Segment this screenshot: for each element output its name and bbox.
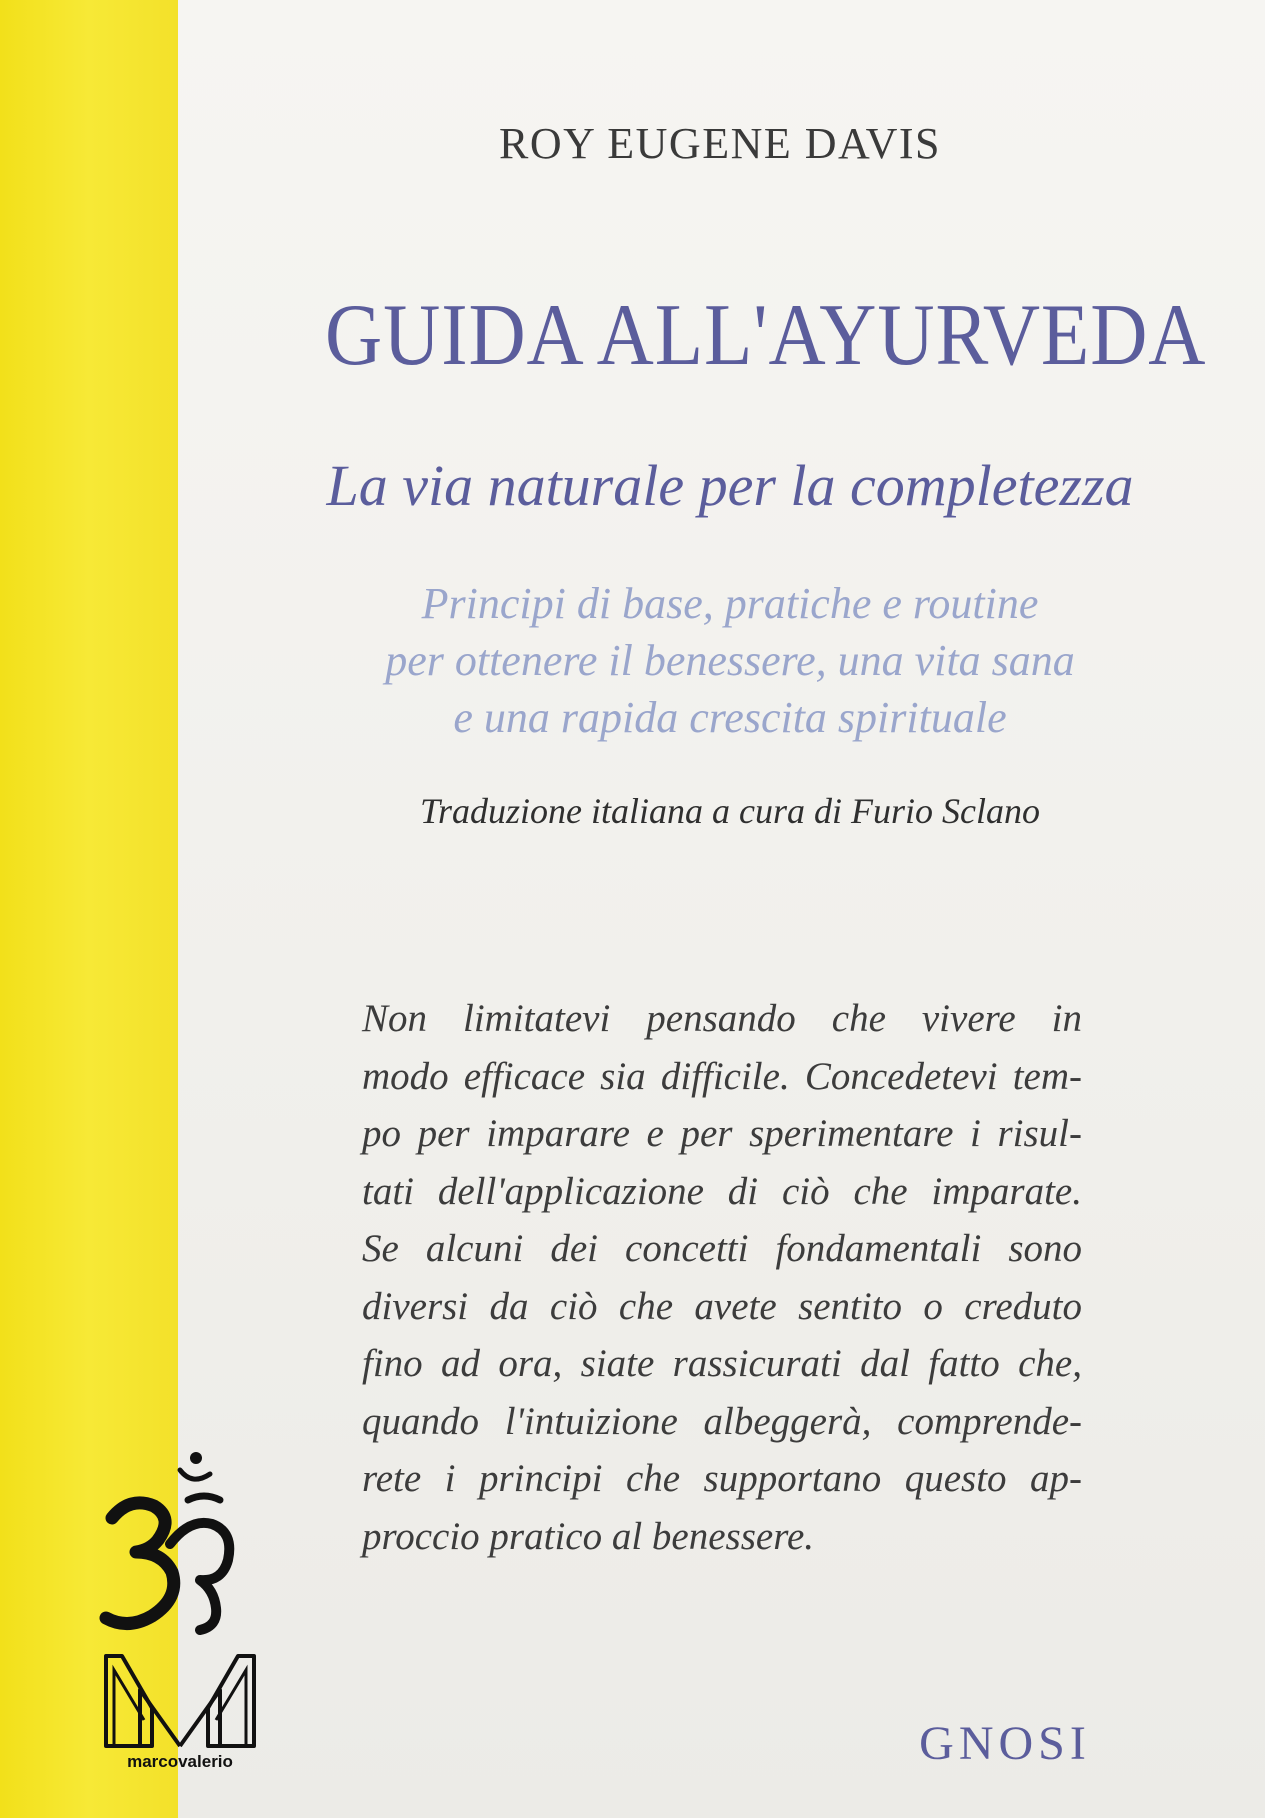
blurb-line: proccio pratico al benessere. (362, 1514, 815, 1558)
blurb-line: po per imparare e per sperimentare i risul- (362, 1112, 1082, 1155)
blurb (362, 990, 1082, 1565)
author-name: ROY EUGENE DAVIS (499, 119, 941, 168)
series-name: GNOSI (919, 1717, 1091, 1770)
publisher-name: marcovalerio (127, 1752, 233, 1771)
book-title: GUIDA ALL'AYURVEDA (325, 287, 1207, 384)
blurb-line: rete i principi che supportano questo ap- (362, 1457, 1082, 1500)
blurb-line: quando l'intuizione albeggerà, comprende- (362, 1399, 1082, 1443)
om-symbol-icon (92, 1448, 252, 1638)
marcovalerio-m-logo-icon (100, 1650, 260, 1750)
blurb-line: Se alcuni dei concetti fondamentali sono (362, 1227, 1082, 1270)
tagline-line: per ottenere il benessere, una vita sana (385, 636, 1075, 685)
tagline-line: e una rapida crescita spirituale (453, 693, 1007, 742)
blurb-line: modo efficace sia difficile. Concedetevi tem- (362, 1054, 1082, 1098)
blurb-line: Non limitatevi pensando che vivere in (362, 997, 1082, 1040)
tagline (300, 575, 1160, 746)
book-subtitle: La via naturale per la completezza (326, 453, 1134, 518)
blurb-line: fino ad ora, siate rassicurati dal fatto che, (362, 1342, 1082, 1385)
translation-credit: Traduzione italiana a cura di Furio Sclano (419, 791, 1040, 831)
tagline-line: Principi di base, pratiche e routine (421, 579, 1039, 628)
blurb-line: tati dell'applicazione di ciò che imparate. (362, 1169, 1082, 1213)
blurb-line: diversi da ciò che avete sentito o creduto (362, 1284, 1082, 1328)
